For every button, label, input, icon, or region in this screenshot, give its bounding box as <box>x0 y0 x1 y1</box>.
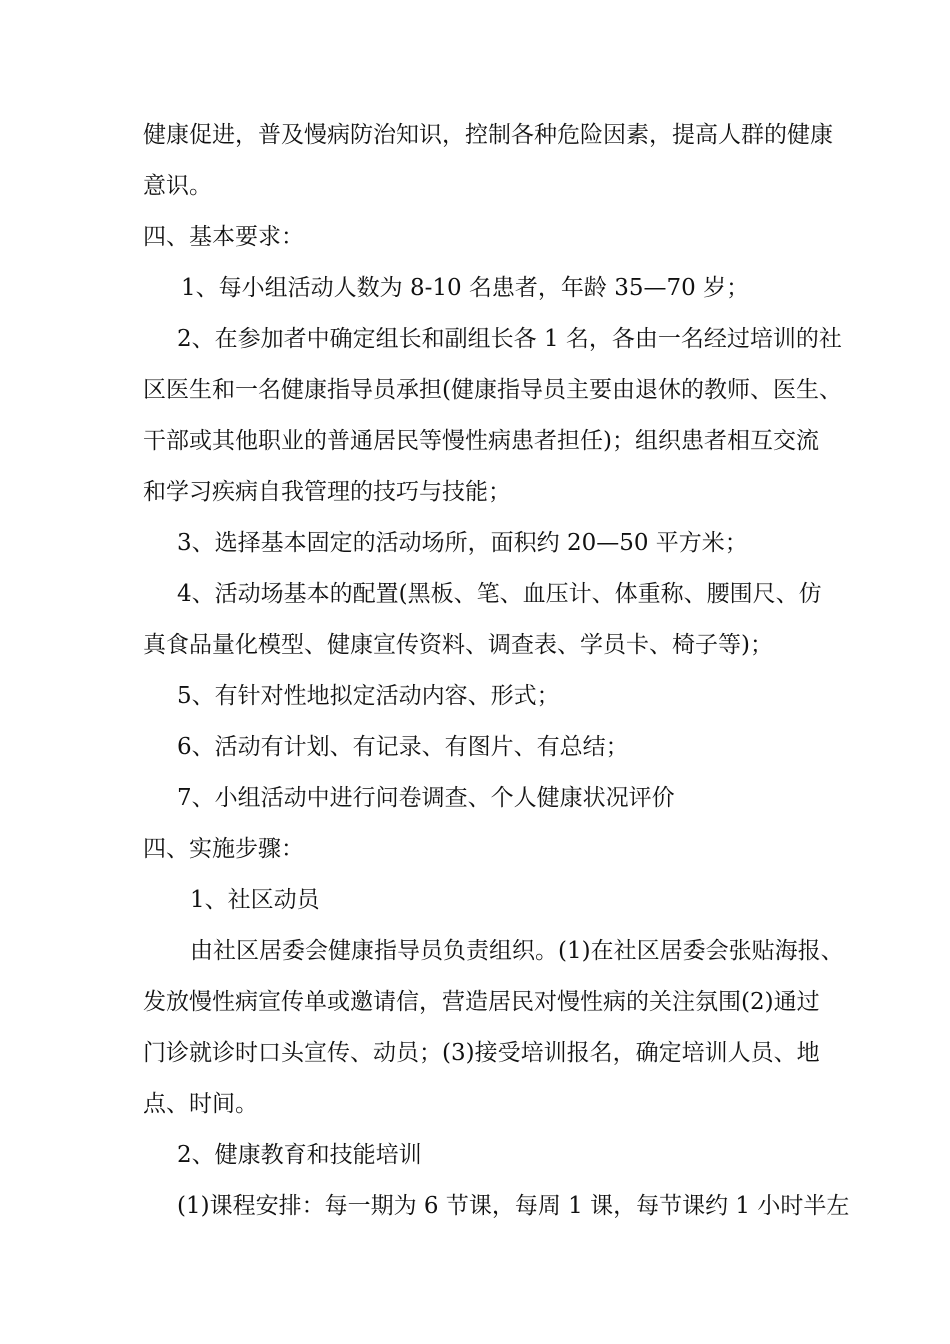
requirement-item-4: 4、活动场基本的配置(黑板、笔、血压计、体重称、腰围尺、仿 <box>177 581 822 607</box>
text-line-1: 健康促进，普及慢病防治知识，控制各种危险因素，提高人群的健康 <box>143 122 833 148</box>
text-line-22: (1)课程安排：每一期为 6 节课，每周 1 课，每节课约 1 小时半左 <box>177 1193 850 1219</box>
text-line-17: 由社区居委会健康指导员负责组织。(1)在社区居委会张贴海报、 <box>190 938 844 964</box>
text-line-7: 干部或其他职业的普通居民等慢性病患者担任)；组织患者相互交流 <box>143 428 819 454</box>
requirement-item-5: 5、有针对性地拟定活动内容、形式； <box>177 683 560 709</box>
step-heading-1: 1、社区动员 <box>190 887 320 913</box>
step-heading-2: 2、健康教育和技能培训 <box>177 1142 422 1168</box>
text-line-6: 区医生和一名健康指导员承担(健康指导员主要由退休的教师、医生、 <box>143 377 842 403</box>
section-heading-implementation: 四、实施步骤： <box>143 836 304 862</box>
text-line-8: 和学习疾病自我管理的技巧与技能； <box>143 479 511 505</box>
requirement-item-1: 1、每小组活动人数为 8-10 名患者，年龄 35—70 岁； <box>181 275 750 301</box>
section-heading-basic-requirements: 四、基本要求： <box>143 224 304 250</box>
text-line-20: 点、时间。 <box>143 1091 258 1117</box>
text-line-18: 发放慢性病宣传单或邀请信，营造居民对慢性病的关注氛围(2)通过 <box>143 989 820 1015</box>
requirement-item-7: 7、小组活动中进行问卷调查、个人健康状况评价 <box>177 785 675 811</box>
requirement-item-2: 2、在参加者中确定组长和副组长各 1 名，各由一名经过培训的社 <box>177 326 842 352</box>
text-line-11: 真食品量化模型、健康宣传资料、调查表、学员卡、椅子等)； <box>143 632 773 658</box>
requirement-item-6: 6、活动有计划、有记录、有图片、有总结； <box>177 734 629 760</box>
requirement-item-3: 3、选择基本固定的活动场所，面积约 20—50 平方米； <box>177 530 748 556</box>
text-line-2: 意识。 <box>143 173 212 199</box>
text-line-19: 门诊就诊时口头宣传、动员；(3)接受培训报名，确定培训人员、地 <box>143 1040 820 1066</box>
